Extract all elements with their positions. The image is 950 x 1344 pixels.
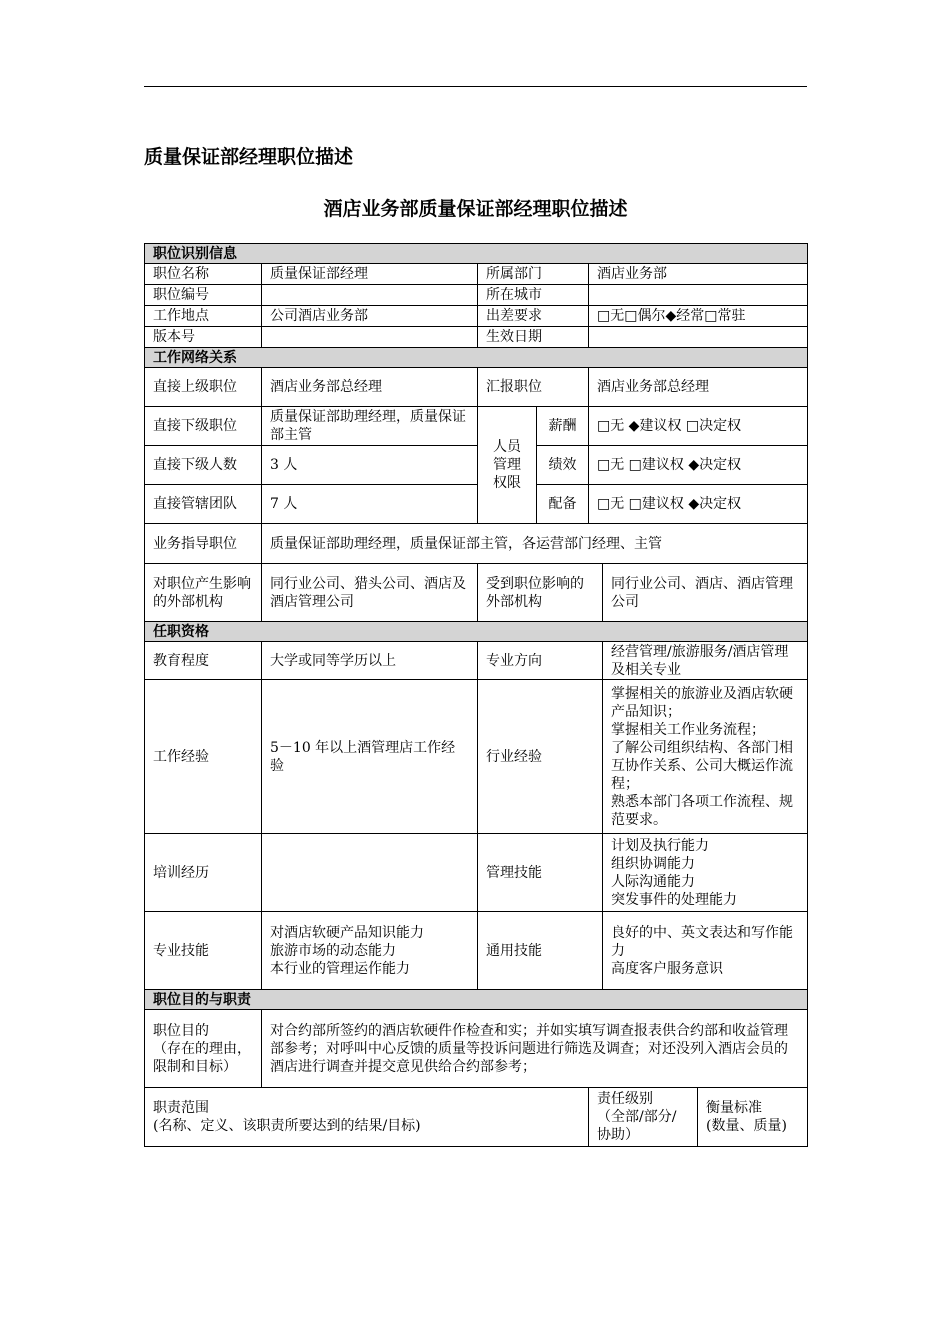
list-item: 计划及执行能力 — [611, 837, 709, 854]
value-cell: 3 人 — [262, 446, 478, 485]
section-purpose: 职位目的与职责 — [145, 990, 808, 1010]
value-cell: 酒店业务部总经理 — [262, 368, 478, 407]
list-item: 熟悉本部门各项工作流程、规范要求。 — [611, 793, 793, 828]
section-network: 工作网络关系 — [145, 348, 808, 368]
value-cell: 质量保证部助理经理，质量保证部主管 — [262, 407, 478, 446]
value-cell — [603, 680, 808, 834]
value-cell: 大学或同等学历以上 — [262, 642, 478, 680]
table-row — [145, 446, 808, 485]
table-row — [145, 524, 808, 564]
value-cell: 同行业公司、酒店、酒店管理公司 — [603, 564, 808, 622]
value-cell — [262, 912, 478, 990]
document-title: 质量保证部经理职位描述 — [144, 146, 354, 168]
table-row — [145, 485, 808, 524]
scope-label: 职责范围 — [153, 1100, 209, 1116]
table-row — [145, 564, 808, 622]
label-cell: 工作地点 — [145, 306, 262, 327]
value-cell — [589, 285, 808, 306]
section-qualification: 任职资格 — [145, 622, 808, 642]
table-row — [145, 327, 808, 348]
value-cell — [603, 834, 808, 912]
value-cell — [262, 834, 478, 912]
label-cell: 行业经验 — [478, 680, 603, 834]
table-row — [145, 306, 808, 327]
value-cell: □无 □建议权 ◆决定权 — [589, 485, 808, 524]
label-cell: 管理技能 — [478, 834, 603, 912]
list-item: 人际沟通能力 — [611, 873, 695, 890]
label-cell: 版本号 — [145, 327, 262, 348]
authority-label-cell: 人员 管理 权限 — [478, 407, 537, 524]
table-row — [145, 834, 808, 912]
value-cell — [589, 327, 808, 348]
value-cell: 酒店业务部 — [589, 264, 808, 285]
value-cell — [262, 327, 478, 348]
value-cell: 公司酒店业务部 — [262, 306, 478, 327]
value-cell: 对合约部所签约的酒店软硬件作检查和实；并如实填写调查报表供合约部和收益管理部参考；对呼叫中心反馈的质量等投诉问题进行筛选及调查；对还没列入酒店会员的酒店进行调查并提交意见供给合约部参考； — [262, 1010, 808, 1088]
label-cell: 专业技能 — [145, 912, 262, 990]
label-cell: 工作经验 — [145, 680, 262, 834]
list-item: 掌握相关的旅游业及酒店软硬产品知识； — [611, 685, 793, 720]
measure-cell: 衡量标准 (数量、质量) — [698, 1088, 808, 1147]
section-row — [145, 622, 808, 642]
table-row — [145, 680, 808, 834]
table-row — [145, 1010, 808, 1088]
table-row — [145, 407, 808, 446]
job-description-table — [144, 243, 808, 1147]
list-item: 组织协调能力 — [611, 855, 695, 872]
list-item: 了解公司组织结构、各部门相互协作关系、公司大概运作流程； — [611, 739, 793, 792]
list-item: 对酒店软硬产品知识能力 — [270, 924, 424, 941]
label-cell: 所在城市 — [478, 285, 589, 306]
label-cell: 专业方向 — [478, 642, 603, 680]
value-cell: 7 人 — [262, 485, 478, 524]
section-row — [145, 990, 808, 1010]
header-rule — [144, 86, 807, 87]
value-cell: □无 ◆建议权 □决定权 — [589, 407, 808, 446]
label-cell: 教育程度 — [145, 642, 262, 680]
label-cell: 直接下级职位 — [145, 407, 262, 446]
label-cell: 对职位产生影响的外部机构 — [145, 564, 262, 622]
value-cell: 同行业公司、猎头公司、酒店及酒店管理公司 — [262, 564, 478, 622]
value-cell: 酒店业务部总经理 — [589, 368, 808, 407]
value-cell — [262, 285, 478, 306]
section-identity: 职位识别信息 — [145, 244, 808, 264]
label-cell: 职位编号 — [145, 285, 262, 306]
value-cell: 质量保证部助理经理，质量保证部主管，各运营部门经理、主管 — [262, 524, 808, 564]
table-row — [145, 368, 808, 407]
table-row — [145, 912, 808, 990]
label-cell: 绩效 — [537, 446, 589, 485]
label-cell: 配备 — [537, 485, 589, 524]
document-subtitle: 酒店业务部质量保证部经理职位描述 — [323, 198, 628, 220]
scope-cell — [145, 1088, 589, 1147]
label-cell: 生效日期 — [478, 327, 589, 348]
value-cell: 5－10 年以上酒管理店工作经验 — [262, 680, 478, 834]
value-cell — [603, 912, 808, 990]
label-cell: 直接上级职位 — [145, 368, 262, 407]
label-cell: 薪酬 — [537, 407, 589, 446]
table-row — [145, 285, 808, 306]
table-row — [145, 264, 808, 285]
section-row — [145, 348, 808, 368]
level-cell: 责任级别 （全部/部分/协助） — [589, 1088, 698, 1147]
label-cell: 直接管辖团队 — [145, 485, 262, 524]
value-cell: 经营管理/旅游服务/酒店管理及相关专业 — [603, 642, 808, 680]
value-cell: □无□偶尔◆经常□常驻 — [589, 306, 808, 327]
scope-note: (名称、定义、该职责所要达到的结果/目标) — [153, 1118, 421, 1134]
label-cell: 直接下级人数 — [145, 446, 262, 485]
list-item: 良好的中、英文表达和写作能力 — [611, 924, 793, 959]
value-cell: □无 □建议权 ◆决定权 — [589, 446, 808, 485]
label-cell: 职位名称 — [145, 264, 262, 285]
list-item: 高度客户服务意识 — [611, 960, 723, 977]
value-cell: 质量保证部经理 — [262, 264, 478, 285]
label-cell: 出差要求 — [478, 306, 589, 327]
label-cell: 通用技能 — [478, 912, 603, 990]
table-row — [145, 1088, 808, 1147]
label-cell: 培训经历 — [145, 834, 262, 912]
label-cell: 业务指导职位 — [145, 524, 262, 564]
label-cell: 职位目的 （存在的理由，限制和目标） — [145, 1010, 262, 1088]
label-cell: 汇报职位 — [478, 368, 589, 407]
label-cell: 受到职位影响的外部机构 — [478, 564, 603, 622]
list-item: 本行业的管理运作能力 — [270, 960, 410, 977]
list-item: 突发事件的处理能力 — [611, 891, 737, 908]
section-row — [145, 244, 808, 264]
label-cell: 所属部门 — [478, 264, 589, 285]
list-item: 掌握相关工作业务流程； — [611, 721, 765, 738]
table-row — [145, 642, 808, 680]
list-item: 旅游市场的动态能力 — [270, 942, 396, 959]
